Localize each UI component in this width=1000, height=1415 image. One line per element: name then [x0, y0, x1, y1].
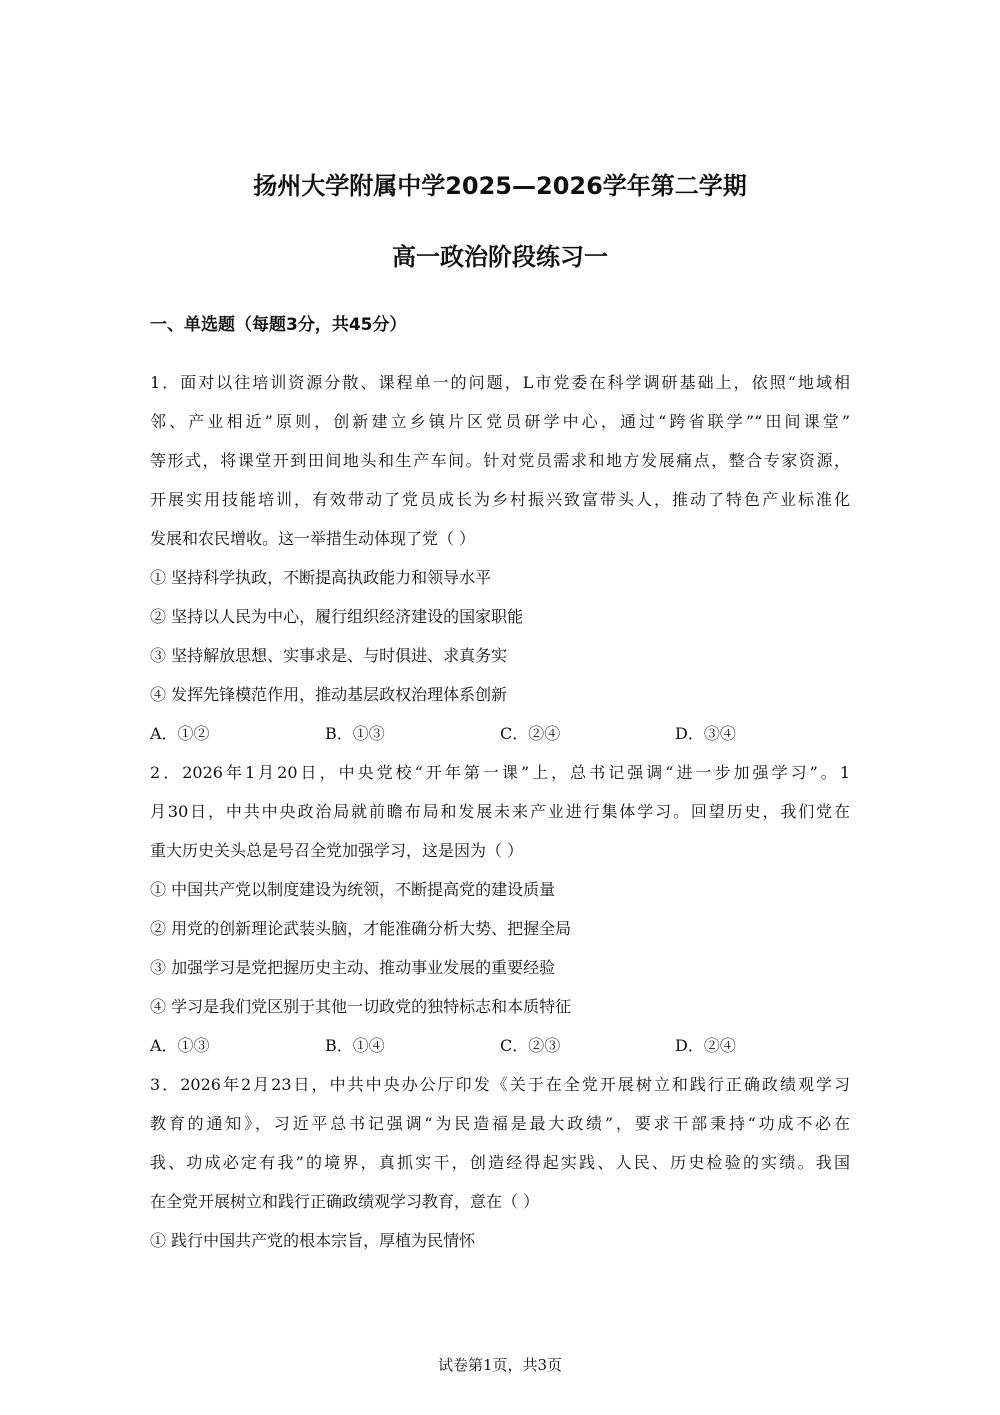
title-line-2: 高一政治阶段练习一 [392, 243, 608, 271]
section-heading: 一、单选题（每题3分，共45分） [150, 315, 407, 335]
q2-statement-4: ④ 学习是我们党区别于其他一切政党的独特标志和本质特征 [150, 997, 572, 1016]
q3-stem-line-1: 3．2026年2月23日，中共中央办公厅印发《关于在全党开展树立和践行正确政绩观学习 [150, 1075, 850, 1094]
q2-statement-1: ① 中国共产党以制度建设为统领，不断提高党的建设质量 [150, 880, 556, 899]
q2-choice-a[interactable]: A．①③ [150, 1036, 210, 1055]
q2-stem-line-1: 2．2026年1月20日，中央党校“开年第一课”上，总书记强调“进一步加强学习”。1 [150, 763, 850, 782]
q1-statement-4: ④ 发挥先锋模范作用，推动基层政权治理体系创新 [150, 685, 508, 704]
q2-statement-3: ③ 加强学习是党把握历史主动、推动事业发展的重要经验 [150, 958, 556, 977]
q2-statement-2: ② 用党的创新理论武装头脑，才能准确分析大势、把握全局 [150, 919, 572, 938]
q1-choice-c[interactable]: C．②④ [500, 724, 561, 743]
q1-choice-d[interactable]: D．③④ [675, 724, 736, 743]
q1-stem-line-5: 发展和农民增收。这一举措生动体现了党（ ） [150, 529, 476, 548]
q2-choice-b[interactable]: B．①④ [325, 1036, 385, 1055]
q1-choice-a[interactable]: A．①② [150, 724, 210, 743]
q1-stem-line-4: 开展实用技能培训，有效带动了党员成长为乡村振兴致富带头人，推动了特色产业标准化 [150, 490, 850, 509]
title-line-1: 扬州大学附属中学2025—2026学年第二学期 [253, 172, 747, 200]
q1-stem-line-1: 1．面对以往培训资源分散、课程单一的问题，L市党委在科学调研基础上，依照“地域相 [150, 373, 850, 392]
q1-stem-line-3: 等形式，将课堂开到田间地头和生产车间。针对党员需求和地方发展痛点，整合专家资源， [150, 451, 850, 470]
q2-choice-c[interactable]: C．②③ [500, 1036, 561, 1055]
q3-stem-line-2: 教育的通知》，习近平总书记强调“为民造福是最大政绩”，要求干部秉持“功成不必在 [150, 1114, 850, 1133]
q1-choice-b[interactable]: B．①③ [325, 724, 385, 743]
q3-stem-line-3: 我、功成必定有我”的境界，真抓实干，创造经得起实践、人民、历史检验的实绩。我国 [150, 1153, 850, 1172]
q1-stem-line-2: 邻、产业相近”原则，创新建立乡镇片区党员研学中心，通过“跨省联学”“田间课堂” [150, 412, 850, 431]
q2-stem-line-3: 重大历史关头总是号召全党加强学习，这是因为（ ） [150, 841, 524, 860]
q3-stem-line-4: 在全党开展树立和践行正确政绩观学习教育，意在（ ） [150, 1192, 540, 1211]
q1-statement-2: ② 坚持以人民为中心，履行组织经济建设的国家职能 [150, 607, 524, 626]
q2-choice-d[interactable]: D．②④ [675, 1036, 736, 1055]
q1-statement-3: ③ 坚持解放思想、实事求是、与时俱进、求真务实 [150, 646, 508, 665]
page-footer: 试卷第1页，共3页 [437, 1356, 563, 1374]
q1-statement-1: ① 坚持科学执政，不断提高执政能力和领导水平 [150, 568, 492, 587]
q3-statement-1: ① 践行中国共产党的根本宗旨，厚植为民情怀 [150, 1231, 476, 1250]
q2-stem-line-2: 月30日，中共中央政治局就前瞻布局和发展未来产业进行集体学习。回望历史，我们党在 [150, 802, 850, 821]
